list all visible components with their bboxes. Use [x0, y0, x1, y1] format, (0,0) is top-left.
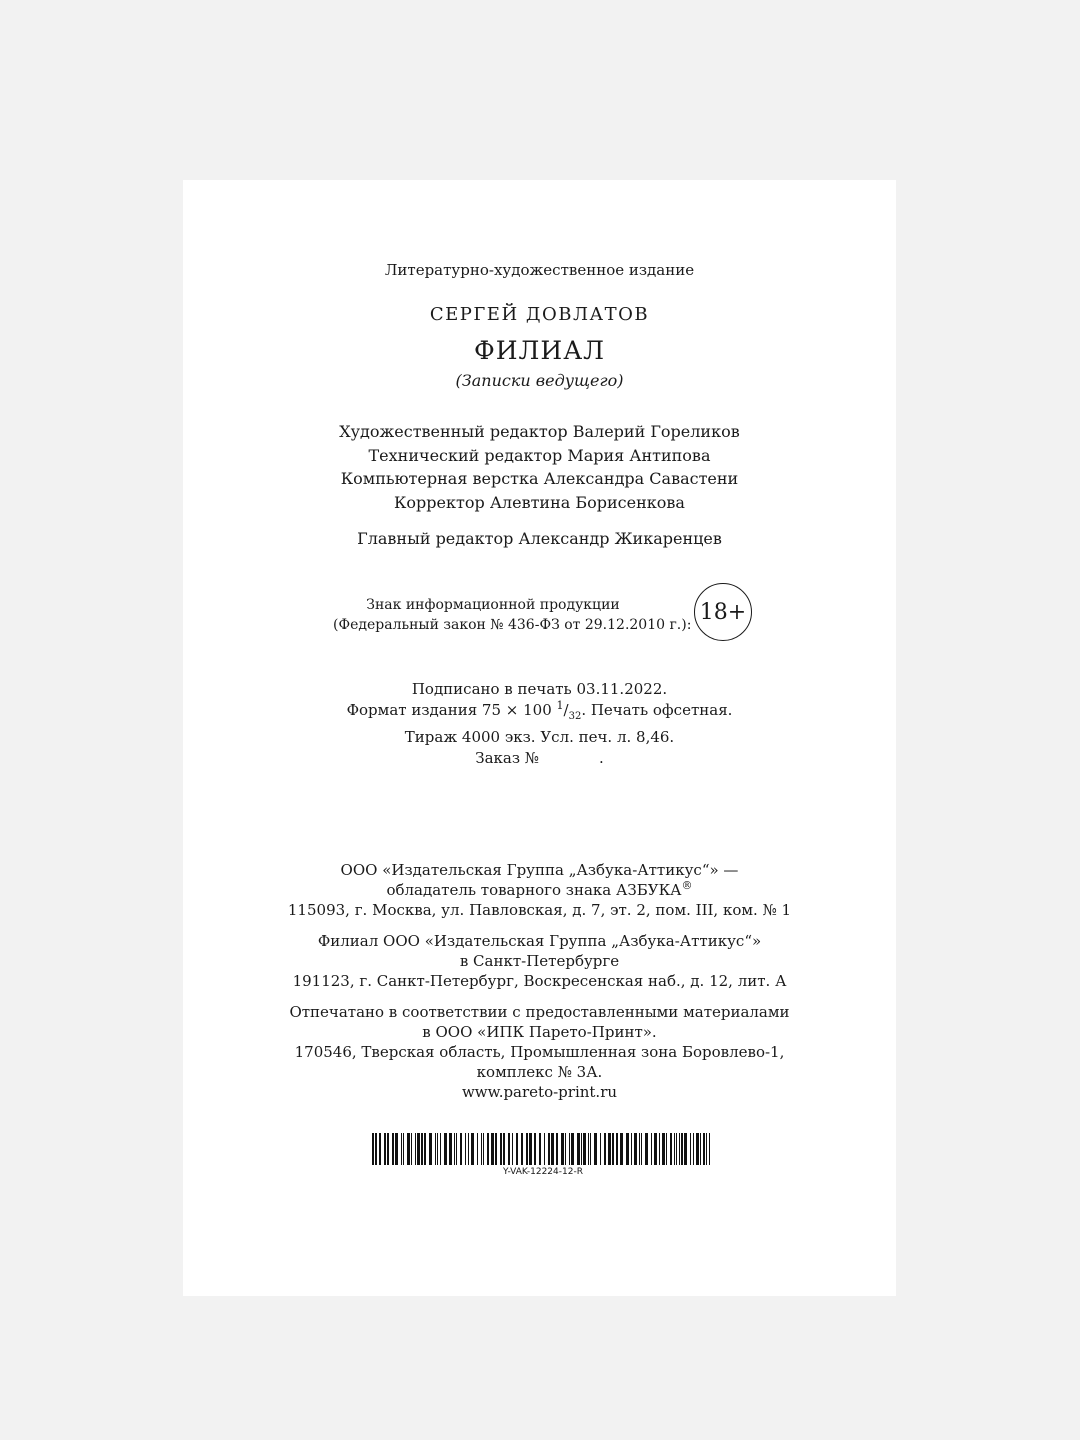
barcode-bar: [696, 1133, 699, 1165]
age-mark-line1: Знак информационной продукции: [366, 597, 620, 613]
credit-layout: Компьютерная верстка Александра Савастени: [340, 469, 739, 488]
barcode-bar: [395, 1133, 398, 1165]
credit-proofreader: Корректор Алевтина Борисенкова: [394, 492, 685, 512]
barcode-bar: [503, 1133, 505, 1165]
printer-line1: Отпечатано в соответствии с предоставленными материалами: [289, 1003, 790, 1021]
barcode-bar: [631, 1133, 632, 1165]
barcode-bar: [612, 1133, 614, 1165]
barcode-bar: [526, 1133, 528, 1165]
barcode-bar: [495, 1133, 497, 1165]
barcode-bar: [654, 1133, 657, 1165]
format-prefix: Формат издания 75 × 100: [346, 700, 557, 719]
barcode-bar: [551, 1133, 554, 1165]
barcode-bar: [641, 1133, 642, 1165]
age-rating-badge: 18+: [694, 583, 752, 641]
barcode-bar: [616, 1133, 618, 1165]
format-suffix: . Печать офсетная.: [581, 700, 733, 719]
barcode-bar: [588, 1133, 589, 1165]
barcode-bar: [491, 1133, 494, 1165]
order-number: [183, 748, 896, 769]
barcode-bar: [421, 1133, 423, 1165]
barcode-bar: [449, 1133, 452, 1165]
barcode-bar: [407, 1133, 410, 1165]
trademark-line: [183, 880, 896, 900]
barcode-bar: [516, 1133, 518, 1165]
barcode-bar: [401, 1133, 402, 1165]
printer-line4: комплекс № 3А.: [476, 1063, 603, 1081]
barcode-bar: [674, 1133, 675, 1165]
registered-mark: ®: [681, 879, 693, 892]
barcode-bar: [626, 1133, 629, 1165]
barcode-bar: [569, 1133, 570, 1165]
barcode-bar: [594, 1133, 597, 1165]
barcode-bar: [700, 1133, 701, 1165]
barcode-bar: [465, 1133, 466, 1165]
publisher-address: 115093, г. Москва, ул. Павловская, д. 7, эт. 2, пом. III, ком. № 1: [287, 901, 792, 919]
barcode-bar: [608, 1133, 611, 1165]
credit-art-editor: Художественный редактор Валерий Гореликов: [339, 422, 740, 441]
book-subtitle: (Записки ведущего): [455, 371, 624, 390]
barcode-bar: [684, 1133, 687, 1165]
barcode-bar: [481, 1133, 482, 1165]
format-denominator: 32: [568, 710, 582, 722]
barcode-bar: [444, 1133, 447, 1165]
barcode-bar: [581, 1133, 582, 1165]
chief-editor: Главный редактор Александр Жикаренцев: [357, 529, 722, 548]
branch-city: в Санкт-Петербурге: [459, 952, 620, 970]
barcode-bar: [440, 1133, 441, 1165]
book-title: ФИЛИАЛ: [473, 336, 605, 365]
barcode-bar: [604, 1133, 606, 1165]
barcode-bar: [392, 1133, 394, 1165]
barcode-bar: [435, 1133, 436, 1165]
barcode-bar: [508, 1133, 510, 1165]
barcode-bar: [662, 1133, 665, 1165]
barcode-bar: [417, 1133, 420, 1165]
barcode-bar: [676, 1133, 677, 1165]
barcode-bar: [706, 1133, 707, 1165]
barcode-bar: [679, 1133, 680, 1165]
barcode-bar: [403, 1133, 404, 1165]
barcode-bar: [600, 1133, 601, 1165]
format-numerator: 1: [556, 698, 564, 712]
barcode-bar: [666, 1133, 667, 1165]
barcode-bar: [659, 1133, 660, 1165]
imprint-page: [183, 180, 896, 1296]
barcode-bar: [548, 1133, 550, 1165]
barcode-bar: [639, 1133, 640, 1165]
barcode-bar: [583, 1133, 586, 1165]
branch-block: [183, 931, 896, 991]
printer-block: [183, 1002, 896, 1102]
barcode-code: Y-VAK-12224-12-R: [503, 1167, 583, 1177]
barcode-bar: [437, 1133, 438, 1165]
barcode-bar: [512, 1133, 513, 1165]
barcode-bar: [429, 1133, 432, 1165]
barcode-bar: [454, 1133, 455, 1165]
printer-website: www.pareto-print.ru: [461, 1083, 618, 1101]
order-end: .: [598, 748, 604, 767]
barcode-bar: [539, 1133, 541, 1165]
age-mark-line2: (Федеральный закон № 436-ФЗ от 29.12.2010 г.):: [333, 617, 692, 633]
barcode-bar: [379, 1133, 381, 1165]
barcode-bar: [693, 1133, 694, 1165]
barcode-bar: [460, 1133, 462, 1165]
barcode-bar: [384, 1133, 386, 1165]
barcode-bar: [477, 1133, 478, 1165]
age-mark-text: [333, 595, 692, 635]
print-info: [183, 679, 896, 768]
barcode-bar: [565, 1133, 566, 1165]
edition-genre: Литературно-художественное издание: [384, 261, 695, 279]
barcode-bar: [670, 1133, 672, 1165]
barcode-bar: [634, 1133, 637, 1165]
order-label: Заказ №: [475, 748, 539, 767]
branch-address: 191123, г. Санкт-Петербург, Воскресенская наб., д. 12, лит. А: [292, 972, 787, 990]
barcode-bar: [529, 1133, 532, 1165]
barcode-bar: [544, 1133, 545, 1165]
barcode-bar: [387, 1133, 389, 1165]
barcode-bar: [690, 1133, 691, 1165]
barcode-bar: [415, 1133, 416, 1165]
barcode-bar: [571, 1133, 574, 1165]
barcode-bar: [709, 1133, 710, 1165]
barcode-bar: [424, 1133, 426, 1165]
barcode-bar: [534, 1133, 536, 1165]
barcode-bar: [620, 1133, 623, 1165]
barcode-bar: [556, 1133, 558, 1165]
editorial-credits: [183, 420, 896, 514]
print-run: Тираж 4000 экз. Усл. печ. л. 8,46.: [404, 728, 675, 746]
barcode-bar: [483, 1133, 484, 1165]
edition-format: Формат издания 75 × 100 $^1/_{32}$. Печать офсетная.: [346, 698, 733, 722]
signed-for-print: Подписано в печать 03.11.2022.: [411, 680, 668, 698]
barcode-bar: [500, 1133, 502, 1165]
barcode-bar: [456, 1133, 457, 1165]
printer-line3: 170546, Тверская область, Промышленная зона Боровлево-1,: [294, 1043, 785, 1061]
printer-line2: в ООО «ИПК Парето-Принт».: [422, 1023, 657, 1041]
barcode-bar: [468, 1133, 469, 1165]
publisher-name: ООО «Издательская Группа „Азбука-Аттикус“» —: [340, 861, 739, 879]
barcode-bar: [561, 1133, 564, 1165]
barcode-bar: [645, 1133, 648, 1165]
barcode-bar: [372, 1133, 374, 1165]
barcode-bar: [681, 1133, 683, 1165]
author-name: СЕРГЕЙ ДОВЛАТОВ: [429, 304, 650, 325]
barcode-bar: [487, 1133, 489, 1165]
barcode-bar: [577, 1133, 580, 1165]
barcode: [372, 1133, 714, 1165]
barcode-bar: [703, 1133, 705, 1165]
barcode-bar: [590, 1133, 591, 1165]
trademark-text: обладатель товарного знака АЗБУКА: [386, 881, 682, 899]
barcode-bar: [411, 1133, 412, 1165]
barcode-bar: [471, 1133, 474, 1165]
publisher-block: [183, 860, 896, 920]
branch-name: Филиал ООО «Издательская Группа „Азбука-Аттикус“»: [317, 932, 762, 950]
credit-tech-editor: Технический редактор Мария Антипова: [368, 445, 711, 465]
barcode-bar: [651, 1133, 652, 1165]
barcode-bar: [521, 1133, 523, 1165]
barcode-bar: [375, 1133, 377, 1165]
